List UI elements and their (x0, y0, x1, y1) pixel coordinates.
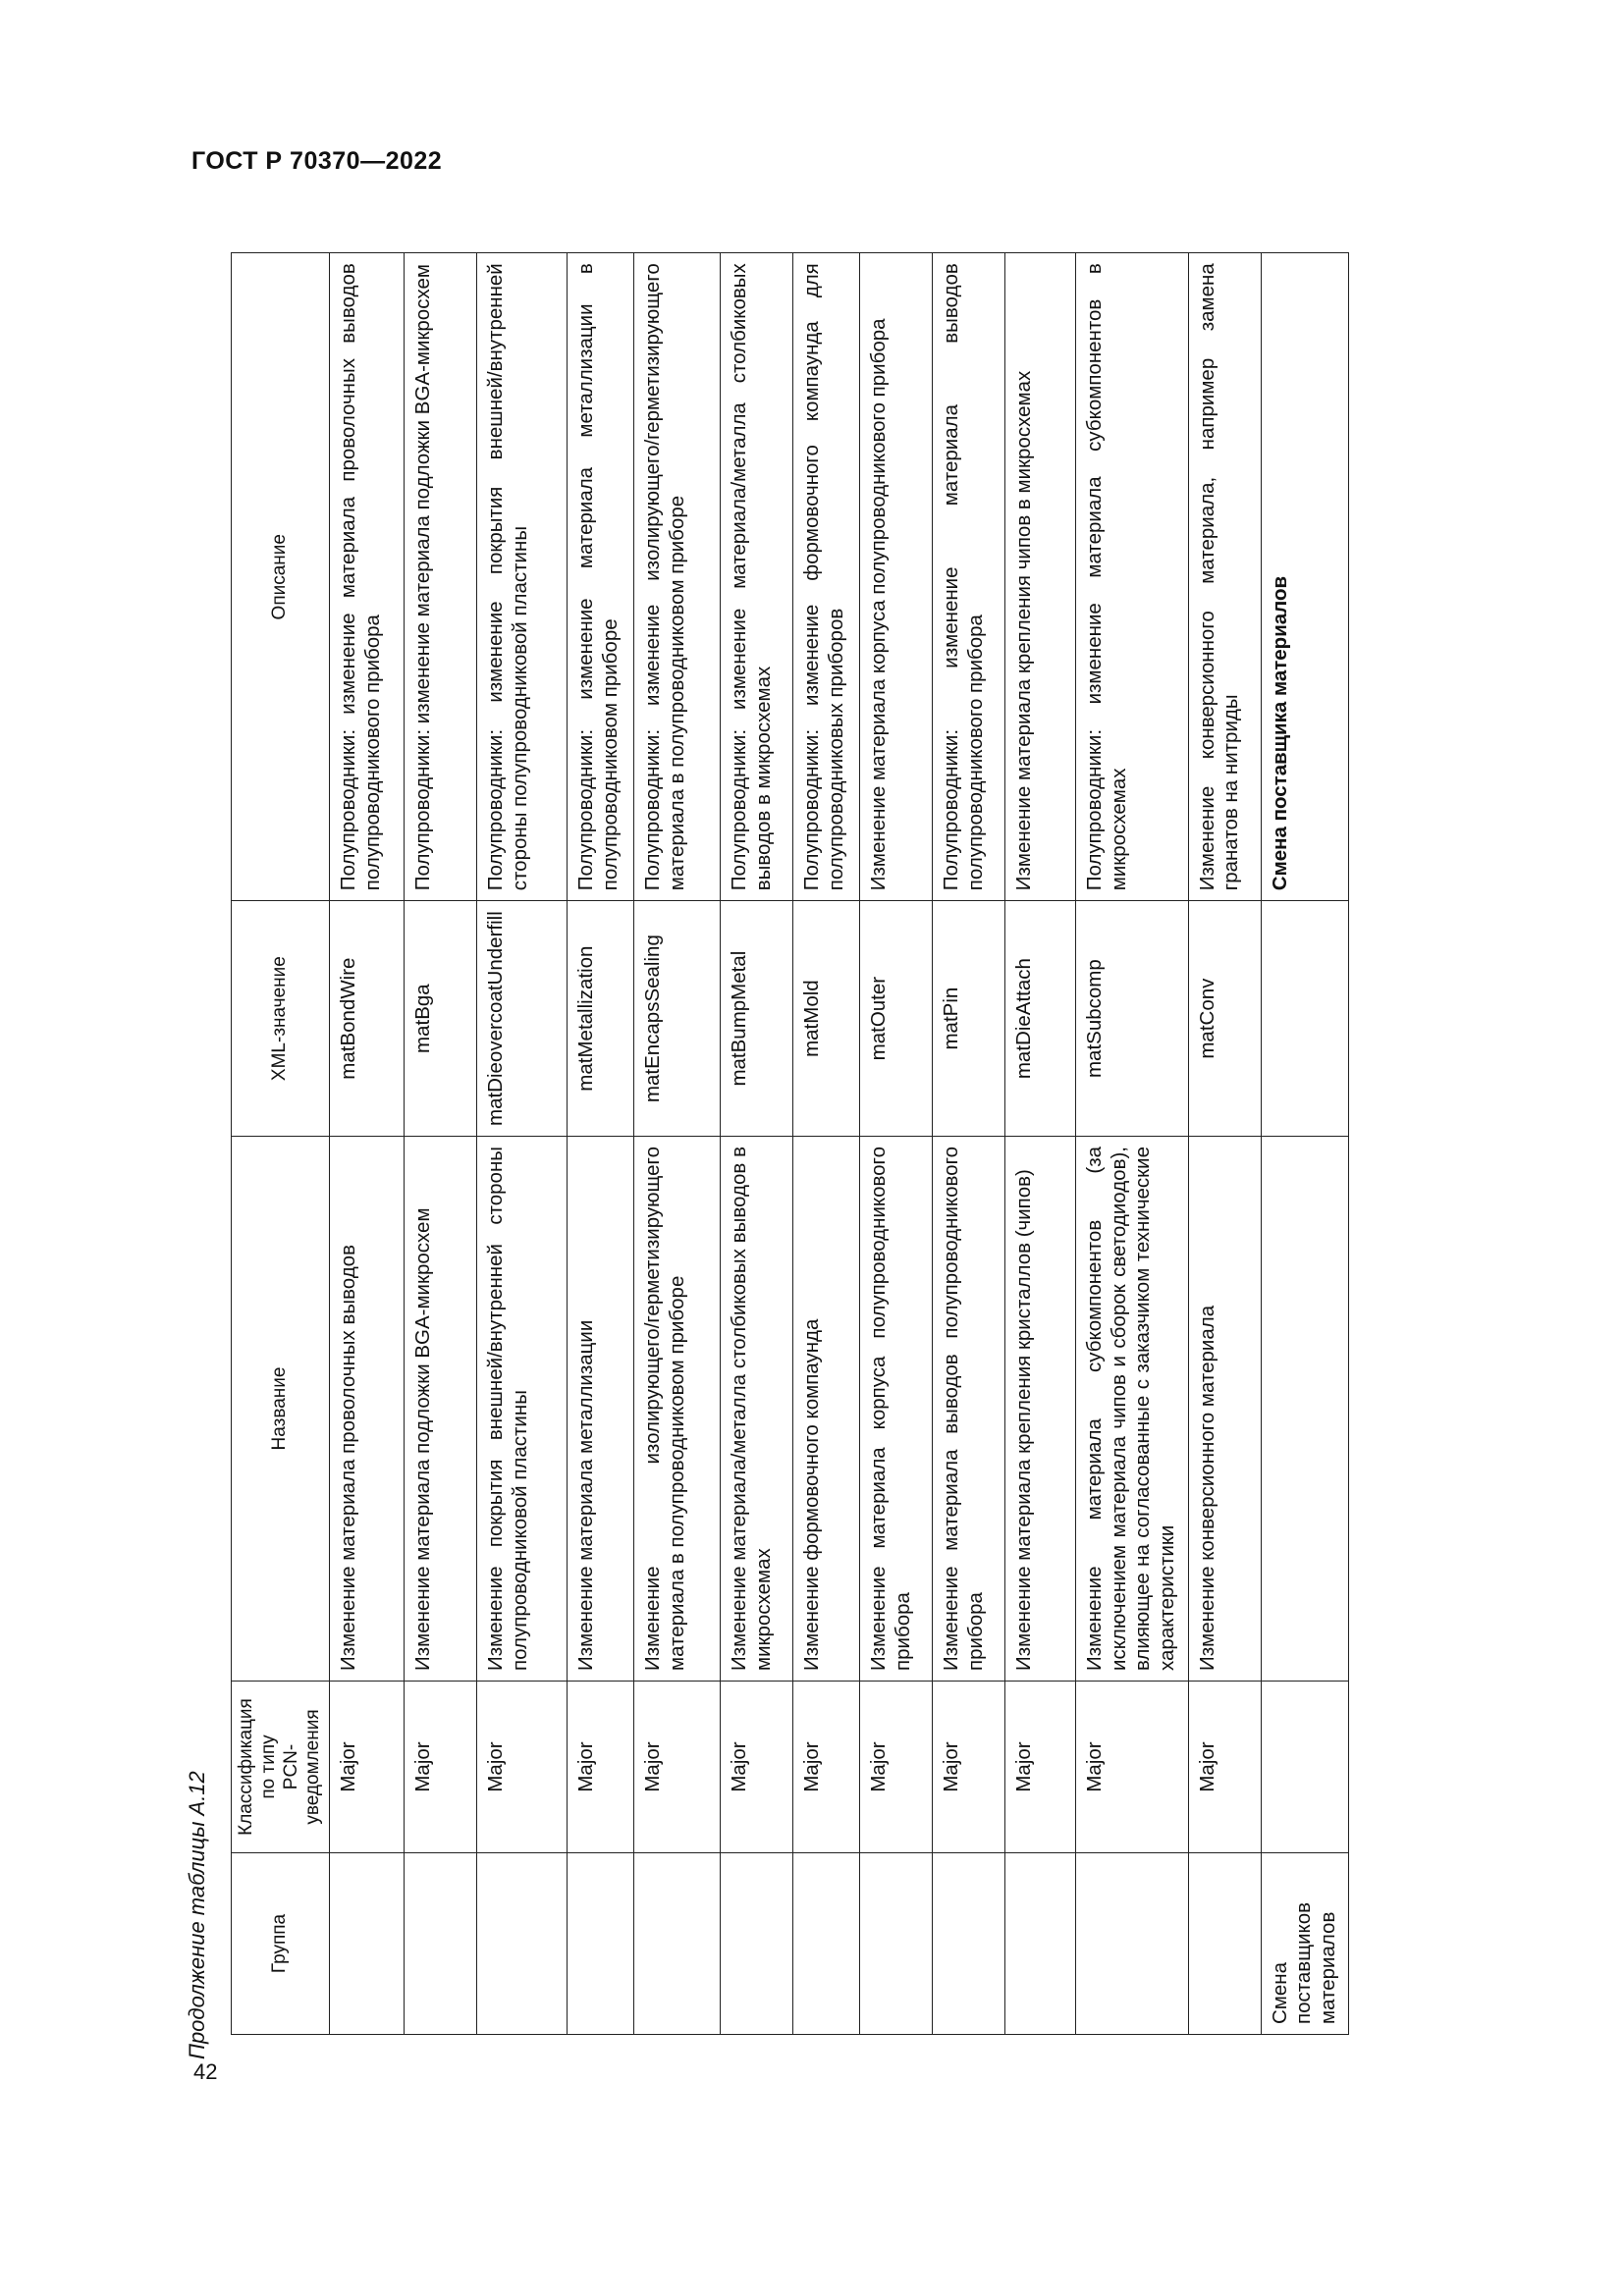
cell-pcn: Major (477, 1682, 568, 1853)
cell-group (634, 1853, 721, 2035)
cell-desc: Полупроводники: изменение формовочного компаунда для полупроводниковых приборов (793, 253, 860, 901)
cell-name: Изменение покрытия внешней/внутренней стороны полупроводниковой пластины (477, 1137, 568, 1682)
table-row (1076, 253, 1188, 2035)
cell-desc: Полупроводники: изменение покрытия внешней/внутренней стороны полупроводниковой пластины (477, 253, 568, 901)
cell-group (1005, 1853, 1076, 2035)
header-xml: XML-значение (232, 901, 330, 1137)
cell-desc: Изменение материала корпуса полупроводникового прибора (860, 253, 933, 901)
cell-name: Изменение материала проволочных выводов (330, 1137, 405, 1682)
cell-pcn: Major (860, 1682, 933, 1853)
cell-name: Изменение конверсионного материала (1188, 1137, 1261, 1682)
cell-name (1261, 1137, 1349, 1682)
table-row (933, 253, 1005, 2035)
page-number: 42 (193, 2059, 218, 2084)
header-pcn-line3: PCN-уведомления (280, 1709, 324, 1825)
table-row (793, 253, 860, 2035)
cell-group (568, 1853, 634, 2035)
cell-xml: matOuter (860, 901, 933, 1137)
cell-desc: Полупроводники: изменение материала проволочных выводов полупроводникового прибора (330, 253, 405, 901)
cell-xml: matDieAttach (1005, 901, 1076, 1137)
cell-name: Изменение материала/металла столбиковых выводов в микросхемах (721, 1137, 793, 1682)
cell-name: Изменение изолирующего/герметизирующего материала в полупроводниковом приборе (634, 1137, 721, 1682)
cell-name: Изменение материала субкомпонентов (за исключением материала чипов и сборок светодиодов), влияющее на согласованные с заказчиком технические характеристики (1076, 1137, 1188, 1682)
header-desc: Описание (232, 253, 330, 901)
cell-desc: Полупроводники: изменение материала выводов полупроводникового прибора (933, 253, 1005, 901)
cell-xml: matConv (1188, 901, 1261, 1137)
cell-group: Смена поставщиков материалов (1261, 1853, 1349, 2035)
cell-pcn: Major (1005, 1682, 1076, 1853)
cell-desc: Полупроводники: изменение материала/металла столбиковых выводов в микросхемах (721, 253, 793, 901)
cell-xml: matBondWire (330, 901, 405, 1137)
table-row (860, 253, 933, 2035)
cell-desc: Изменение материала крепления чипов в микросхемах (1005, 253, 1076, 901)
table-caption: Продолжение таблицы А.12 (185, 1771, 209, 2059)
cell-xml: matMold (793, 901, 860, 1137)
cell-pcn: Major (1188, 1682, 1261, 1853)
cell-xml: matMetallization (568, 901, 634, 1137)
cell-pcn: Major (933, 1682, 1005, 1853)
cell-pcn: Major (568, 1682, 634, 1853)
table-row (405, 253, 477, 2035)
header-group: Группа (232, 1853, 330, 2035)
cell-desc: Полупроводники: изменение материала субкомпонентов в микросхемах (1076, 253, 1188, 901)
cell-xml: matEncapsSealing (634, 901, 721, 1137)
header-pcn-line2: по типу (257, 1735, 279, 1799)
cell-group (721, 1853, 793, 2035)
cell-xml: matBga (405, 901, 477, 1137)
table-row (1261, 253, 1349, 2035)
cell-name: Изменение материала подложки BGA-микросхем (405, 1137, 477, 1682)
cell-desc: Полупроводники: изменение материала металлизации в полупроводниковом приборе (568, 253, 634, 901)
cell-pcn: Major (405, 1682, 477, 1853)
header-pcn-line1: Классификация (236, 1698, 256, 1836)
cell-group (860, 1853, 933, 2035)
cell-desc: Полупроводники: изменение изолирующего/герметизирующего материала в полупроводниковом приборе (634, 253, 721, 901)
cell-desc: Смена поставщика материалов (1261, 253, 1349, 901)
cell-desc: Изменение конверсионного материала, например замена гранатов на нитриды (1188, 253, 1261, 901)
materials-table (231, 252, 1349, 2035)
cell-name: Изменение материала корпуса полупроводникового прибора (860, 1137, 933, 1682)
cell-xml: matDieovercoatUnderfill (477, 901, 568, 1137)
table-body (330, 253, 1349, 2035)
cell-group (933, 1853, 1005, 2035)
cell-xml: matPin (933, 901, 1005, 1137)
cell-name: Изменение формовочного компаунда (793, 1137, 860, 1682)
cell-group (477, 1853, 568, 2035)
rotated-table-area (0, 239, 1339, 2035)
header-name: Название (232, 1137, 330, 1682)
cell-name: Изменение материала крепления кристаллов (чипов) (1005, 1137, 1076, 1682)
table-row (1005, 253, 1076, 2035)
cell-desc: Полупроводники: изменение материала подложки BGA-микросхем (405, 253, 477, 901)
cell-name: Изменение материала металлизации (568, 1137, 634, 1682)
document-code: ГОСТ Р 70370—2022 (191, 147, 443, 175)
cell-pcn: Major (793, 1682, 860, 1853)
cell-group (405, 1853, 477, 2035)
cell-xml: matSubcomp (1076, 901, 1188, 1137)
cell-xml (1261, 901, 1349, 1137)
cell-group (1076, 1853, 1188, 2035)
table-row (634, 253, 721, 2035)
table-row (568, 253, 634, 2035)
table-row (477, 253, 568, 2035)
header-pcn (232, 1682, 330, 1853)
cell-group (330, 1853, 405, 2035)
cell-pcn: Major (330, 1682, 405, 1853)
table-row (721, 253, 793, 2035)
cell-name: Изменение материала выводов полупроводникового прибора (933, 1137, 1005, 1682)
cell-pcn: Major (634, 1682, 721, 1853)
cell-pcn: Major (1076, 1682, 1188, 1853)
cell-pcn (1261, 1682, 1349, 1853)
cell-xml: matBumpMetal (721, 901, 793, 1137)
table-header-row (232, 253, 330, 2035)
cell-group (1188, 1853, 1261, 2035)
cell-pcn: Major (721, 1682, 793, 1853)
table-row (1188, 253, 1261, 2035)
table-row (330, 253, 405, 2035)
cell-group (793, 1853, 860, 2035)
